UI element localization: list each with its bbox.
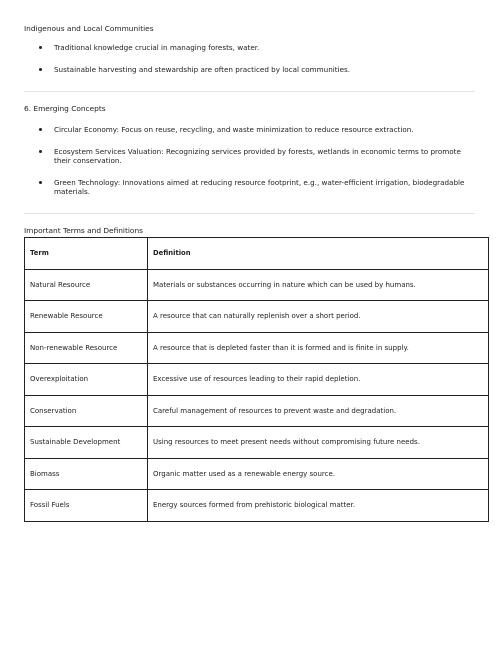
definition-cell: Materials or substances occurring in nature which can be used by humans. bbox=[148, 269, 489, 301]
column-header-definition: Definition bbox=[148, 238, 489, 270]
table-caption: Important Terms and Definitions bbox=[24, 226, 143, 235]
section-divider bbox=[24, 213, 475, 214]
term-cell: Non-renewable Resource bbox=[25, 332, 148, 364]
table-header-row bbox=[25, 238, 489, 270]
terms-table bbox=[24, 237, 489, 522]
table-row bbox=[25, 269, 489, 301]
definition-cell: Using resources to meet present needs without compromising future needs. bbox=[148, 427, 489, 459]
table-row bbox=[25, 301, 489, 333]
table-row bbox=[25, 364, 489, 396]
column-header-term: Term bbox=[25, 238, 148, 270]
table-row bbox=[25, 490, 489, 522]
bullet-list-indigenous bbox=[24, 43, 476, 86]
table-row bbox=[25, 332, 489, 364]
list-item: Circular Economy: Focus on reuse, recycling, and waste minimization to reduce resource extraction. bbox=[24, 125, 476, 135]
definition-cell: Organic matter used as a renewable energy source. bbox=[148, 458, 489, 490]
term-cell: Natural Resource bbox=[25, 269, 148, 301]
section-divider bbox=[24, 91, 475, 92]
section-heading-indigenous: Indigenous and Local Communities bbox=[24, 24, 154, 33]
list-item: Traditional knowledge crucial in managing forests, water. bbox=[24, 43, 476, 53]
term-cell: Fossil Fuels bbox=[25, 490, 148, 522]
term-cell: Renewable Resource bbox=[25, 301, 148, 333]
definition-cell: Careful management of resources to prevent waste and degradation. bbox=[148, 395, 489, 427]
definition-cell: A resource that can naturally replenish over a short period. bbox=[148, 301, 489, 333]
table-row bbox=[25, 458, 489, 490]
definition-cell: A resource that is depleted faster than it is formed and is finite in supply. bbox=[148, 332, 489, 364]
term-cell: Biomass bbox=[25, 458, 148, 490]
list-item: Sustainable harvesting and stewardship are often practiced by local communities. bbox=[24, 65, 476, 75]
list-item: Ecosystem Services Valuation: Recognizing services provided by forests, wetlands in economic terms to promote their conservation. bbox=[24, 147, 476, 166]
term-cell: Sustainable Development bbox=[25, 427, 148, 459]
definition-cell: Energy sources formed from prehistoric biological matter. bbox=[148, 490, 489, 522]
table-row bbox=[25, 395, 489, 427]
list-item: Green Technology: Innovations aimed at reducing resource footprint, e.g., water-efficient irrigation, biodegradable materials. bbox=[24, 178, 476, 197]
section-heading-emerging: 6. Emerging Concepts bbox=[24, 104, 106, 113]
table-row bbox=[25, 427, 489, 459]
term-cell: Conservation bbox=[25, 395, 148, 427]
term-cell: Overexploitation bbox=[25, 364, 148, 396]
definition-cell: Excessive use of resources leading to their rapid depletion. bbox=[148, 364, 489, 396]
bullet-list-emerging bbox=[24, 125, 476, 209]
